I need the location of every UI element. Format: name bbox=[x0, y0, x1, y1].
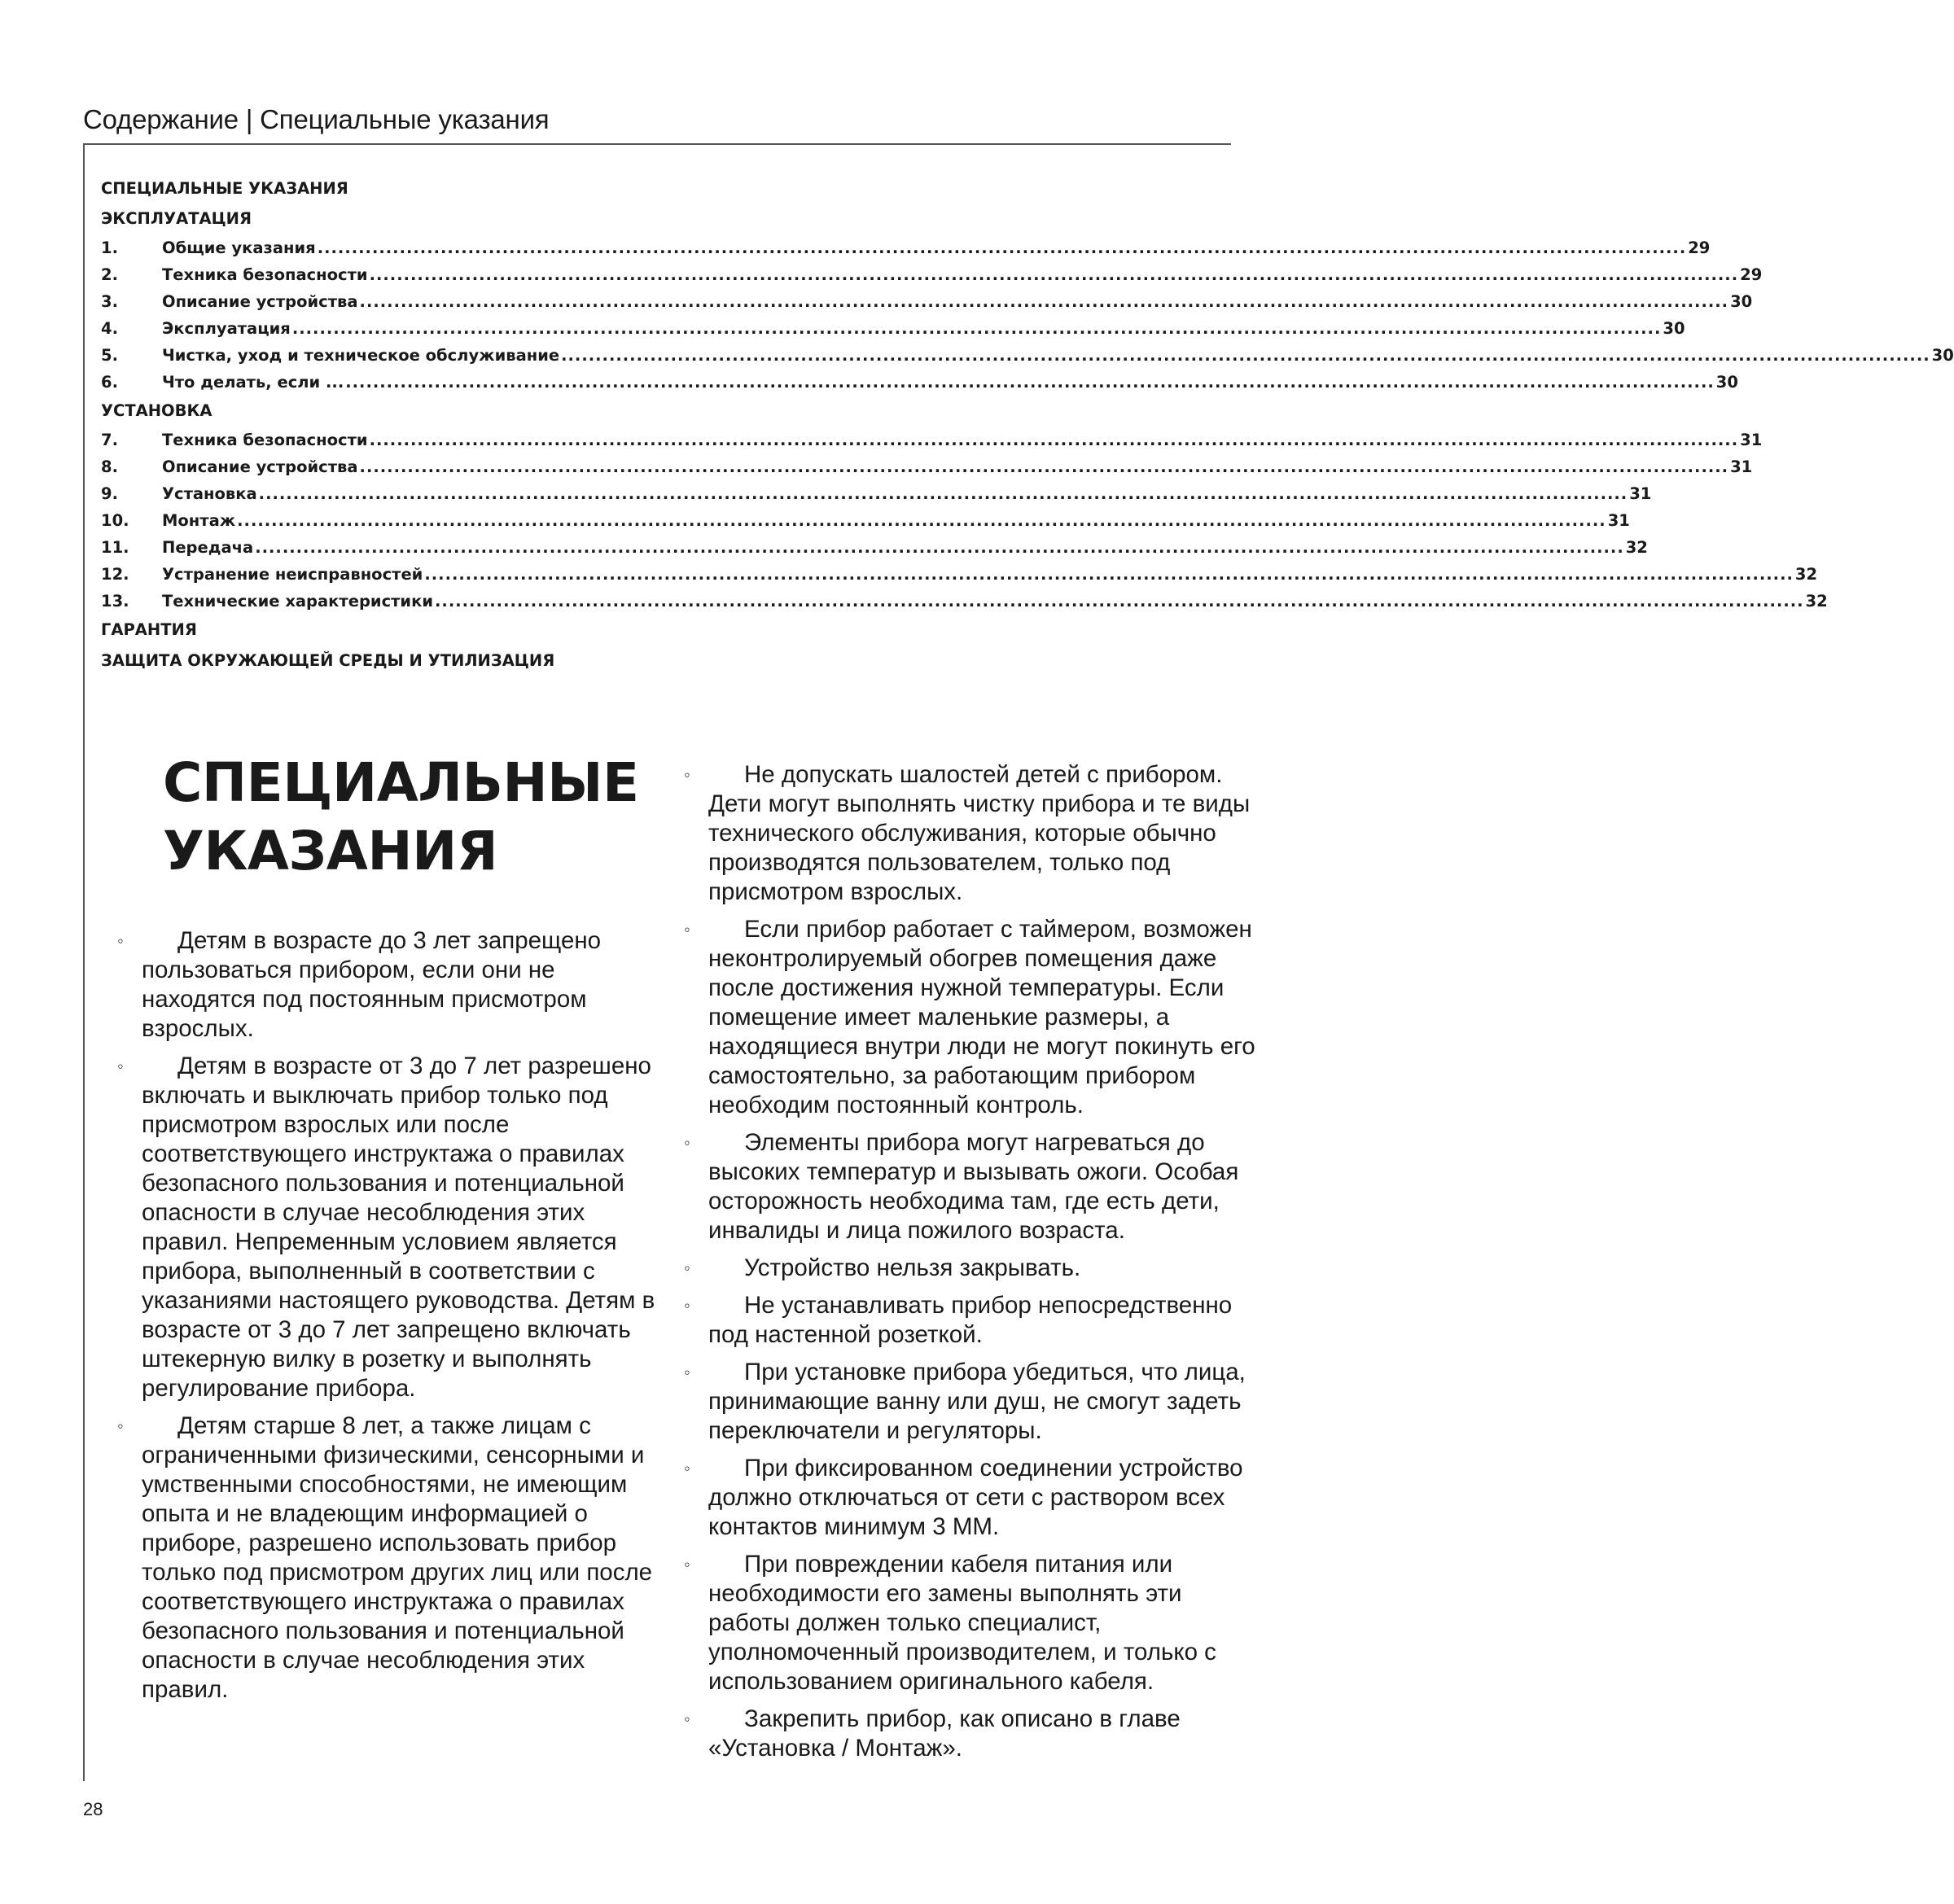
section-title: СПЕЦИАЛЬНЫЕ УКАЗАНИЯ bbox=[163, 751, 639, 882]
toc-entry-label: Эксплуатация bbox=[162, 319, 291, 338]
bullet-circle-icon: ◦ bbox=[117, 930, 124, 951]
toc-entry-number: 3. bbox=[101, 292, 118, 311]
list-item bbox=[684, 1291, 1259, 1350]
toc-entry-page: 30 bbox=[1663, 319, 1685, 338]
list-item-text: Если прибор работает с таймером, возможен неконтролируемый обогрев помещения даже после достижения нужной температуры. Если помещение имеет маленькие размеры, а находящиеся внутри люди не могут покинуть его самостоятельно, за работающим прибором необходим постоянный контроль. bbox=[708, 916, 1255, 1118]
toc-entry-label: Что делать, если ... bbox=[162, 373, 344, 392]
toc-entry-number: 12. bbox=[101, 565, 129, 584]
toc-leader-dots: ........................................................................................................................................................................................................ bbox=[435, 592, 1804, 611]
toc-leader-dots: ........................................................................................................................................................................................................ bbox=[255, 538, 1624, 557]
list-item bbox=[684, 1128, 1259, 1245]
list-item bbox=[684, 1254, 1259, 1283]
toc-entry-number: 7. bbox=[101, 431, 118, 449]
toc-leader-dots: ........................................................................................................................................................................................................ bbox=[258, 484, 1628, 503]
toc-entry bbox=[101, 261, 1763, 288]
toc-entry-label: Чистка, уход и техническое обслуживание bbox=[162, 346, 560, 365]
bullet-circle-icon: ◦ bbox=[684, 764, 690, 785]
toc-leader-dots: ........................................................................................................................................................................................................ bbox=[369, 265, 1739, 284]
page-number: 28 bbox=[83, 1799, 103, 1819]
toc-entry-label: Технические характеристики bbox=[162, 592, 433, 611]
toc-entry-number: 4. bbox=[101, 319, 118, 338]
list-item-text: При повреждении кабеля питания или необходимости его замены выполнять эти работы должен только специалист, уполномоченный производителем, и только с использованием оригинального кабеля. bbox=[708, 1551, 1216, 1695]
bullet-circle-icon: ◦ bbox=[117, 1416, 124, 1436]
bullet-circle-icon: ◦ bbox=[684, 919, 690, 939]
toc-entry-number: 2. bbox=[101, 265, 118, 284]
table-of-contents bbox=[101, 174, 1954, 676]
toc-entry-page: 32 bbox=[1794, 565, 1818, 584]
toc-leader-dots: ........................................................................................................................................................................................................ bbox=[345, 373, 1715, 392]
toc-entry-page: 32 bbox=[1625, 538, 1648, 557]
toc-entry-number: 5. bbox=[101, 346, 118, 365]
left-margin-rule bbox=[83, 143, 85, 1781]
toc-entry-page: 31 bbox=[1730, 457, 1753, 476]
header-divider bbox=[83, 143, 1231, 145]
toc-installation-list bbox=[101, 427, 1828, 615]
list-item bbox=[117, 1412, 664, 1705]
list-item bbox=[684, 1454, 1259, 1542]
list-item-text: Закрепить прибор, как описано в главе «Установка / Монтаж». bbox=[708, 1705, 1181, 1762]
toc-entry-page: 30 bbox=[1715, 373, 1738, 392]
toc-entry-number: 6. bbox=[101, 373, 118, 392]
list-item-text: Не допускать шалостей детей с прибором. Дети могут выполнять чистку прибора и те виды технического обслуживания, которые обычно производятся пользователем, только под присмотром взрослых. bbox=[708, 761, 1251, 905]
toc-entry bbox=[101, 561, 1818, 588]
list-item-text: Детям в возрасте до 3 лет запрещено пользоваться прибором, если они не находятся под постоянным присмотром взрослых. bbox=[142, 927, 602, 1042]
toc-entry-label: Передача bbox=[162, 538, 254, 557]
bullet-circle-icon: ◦ bbox=[684, 1709, 690, 1729]
toc-entry-number: 9. bbox=[101, 484, 118, 503]
toc-entry-page: 30 bbox=[1730, 292, 1753, 311]
list-item-text: При фиксированном соединении устройство должно отключаться от сети с раствором всех контактов минимум 3 ММ. bbox=[708, 1455, 1243, 1540]
list-item bbox=[684, 915, 1259, 1120]
list-item-text: Детям в возрасте от 3 до 7 лет разрешено включать и выключать прибор только под присмотром взрослых или после соответствующего инструктажа о правилах безопасного пользования и потенциальной опасности в случае несоблюдения этих правил. Непременным условием является прибора, выполненный в соответствии с указаниями настоящего руководства. Детям в возрасте от 3 до 7 лет запрещено включать штекерную вилку в розетку и выполнять регулирование прибора. bbox=[142, 1053, 655, 1402]
toc-leader-dots: ........................................................................................................................................................................................................ bbox=[359, 457, 1729, 476]
left-column bbox=[117, 926, 664, 1713]
toc-heading-environment: ЗАЩИТА ОКРУЖАЮЩЕЙ СРЕДЫ И УТИЛИЗАЦИЯ bbox=[101, 651, 555, 670]
toc-heading-operation: ЭКСПЛУАТАЦИЯ bbox=[101, 209, 252, 228]
toc-operation-list bbox=[101, 234, 1954, 396]
bullet-circle-icon: ◦ bbox=[684, 1554, 690, 1574]
toc-entry-label: Описание устройства bbox=[162, 457, 358, 476]
toc-entry bbox=[101, 315, 1685, 342]
list-item-text: Элементы прибора могут нагреваться до высоких температур и вызывать ожоги. Особая осторожность необходима там, где есть дети, инвалиды и лица пожилого возраста. bbox=[708, 1129, 1239, 1244]
toc-entry-page: 31 bbox=[1740, 431, 1763, 449]
toc-entry bbox=[101, 369, 1738, 396]
toc-heading-special: СПЕЦИАЛЬНЫЕ УКАЗАНИЯ bbox=[101, 179, 348, 198]
toc-entry-label: Техника безопасности bbox=[162, 265, 368, 284]
toc-entry-label: Установка bbox=[162, 484, 257, 503]
list-item bbox=[684, 1550, 1259, 1696]
toc-leader-dots: ........................................................................................................................................................................................................ bbox=[369, 431, 1739, 449]
list-item bbox=[684, 760, 1259, 907]
list-item-text: При установке прибора убедиться, что лица, принимающие ванну или душ, не смогут задеть переключатели и регуляторы. bbox=[708, 1359, 1246, 1444]
toc-leader-dots: ........................................................................................................................................................................................................ bbox=[237, 511, 1606, 530]
bullet-circle-icon: ◦ bbox=[684, 1362, 690, 1382]
toc-leader-dots: ........................................................................................................................................................................................................ bbox=[424, 565, 1794, 584]
toc-entry-page: 31 bbox=[1607, 511, 1630, 530]
list-item bbox=[117, 926, 664, 1044]
toc-entry bbox=[101, 342, 1954, 369]
toc-entry-label: Описание устройства bbox=[162, 292, 358, 311]
toc-entry bbox=[101, 534, 1648, 561]
bullet-circle-icon: ◦ bbox=[684, 1295, 690, 1315]
toc-entry-number: 1. bbox=[101, 239, 118, 257]
toc-entry bbox=[101, 234, 1711, 261]
toc-entry-page: 32 bbox=[1805, 592, 1828, 611]
toc-leader-dots: ........................................................................................................................................................................................................ bbox=[317, 239, 1687, 257]
toc-entry-number: 10. bbox=[101, 511, 129, 530]
right-column bbox=[684, 760, 1259, 1771]
bullet-circle-icon: ◦ bbox=[684, 1132, 690, 1153]
toc-entry-label: Монтаж bbox=[162, 511, 236, 530]
toc-entry-page: 30 bbox=[1931, 346, 1954, 365]
list-item-text: Детям старше 8 лет, а также лицам с ограниченными физическими, сенсорными и умственными способностями, не имеющим опыта и не владеющим информацией о приборе, разрешено использовать прибор только под присмотром других лиц или после соответствующего инструктажа о правилах безопасного пользования и потенциальной опасности в случае несоблюдения этих правил. bbox=[142, 1412, 653, 1703]
toc-entry-label: Устранение неисправностей bbox=[162, 565, 423, 584]
toc-entry-number: 8. bbox=[101, 457, 118, 476]
bullet-circle-icon: ◦ bbox=[117, 1056, 124, 1076]
page-header-title: Содержание | Специальные указания bbox=[83, 104, 550, 134]
list-item-text: Устройство нельзя закрывать. bbox=[744, 1254, 1081, 1281]
toc-entry-label: Общие указания bbox=[162, 239, 316, 257]
list-item bbox=[684, 1705, 1259, 1763]
toc-entry bbox=[101, 453, 1753, 480]
toc-entry bbox=[101, 588, 1828, 615]
bullet-circle-icon: ◦ bbox=[684, 1458, 690, 1478]
toc-leader-dots: ........................................................................................................................................................................................................ bbox=[291, 319, 1662, 338]
list-item-text: Не устанавливать прибор непосредственно под настенной розеткой. bbox=[708, 1292, 1233, 1348]
toc-entry-page: 29 bbox=[1740, 265, 1763, 284]
toc-leader-dots: ........................................................................................................................................................................................................ bbox=[359, 292, 1729, 311]
toc-entry-number: 11. bbox=[101, 538, 129, 557]
toc-entry-number: 13. bbox=[101, 592, 129, 611]
toc-heading-installation: УСТАНОВКА bbox=[101, 401, 212, 420]
toc-entry-page: 31 bbox=[1629, 484, 1652, 503]
list-item bbox=[684, 1358, 1259, 1446]
toc-leader-dots: ........................................................................................................................................................................................................ bbox=[561, 346, 1930, 365]
toc-entry bbox=[101, 507, 1630, 534]
toc-heading-warranty: ГАРАНТИЯ bbox=[101, 620, 197, 639]
toc-entry bbox=[101, 427, 1763, 453]
toc-entry-label: Техника безопасности bbox=[162, 431, 368, 449]
toc-entry bbox=[101, 288, 1753, 315]
toc-entry bbox=[101, 480, 1652, 507]
toc-entry-page: 29 bbox=[1688, 239, 1711, 257]
list-item bbox=[117, 1052, 664, 1403]
bullet-circle-icon: ◦ bbox=[684, 1258, 690, 1278]
